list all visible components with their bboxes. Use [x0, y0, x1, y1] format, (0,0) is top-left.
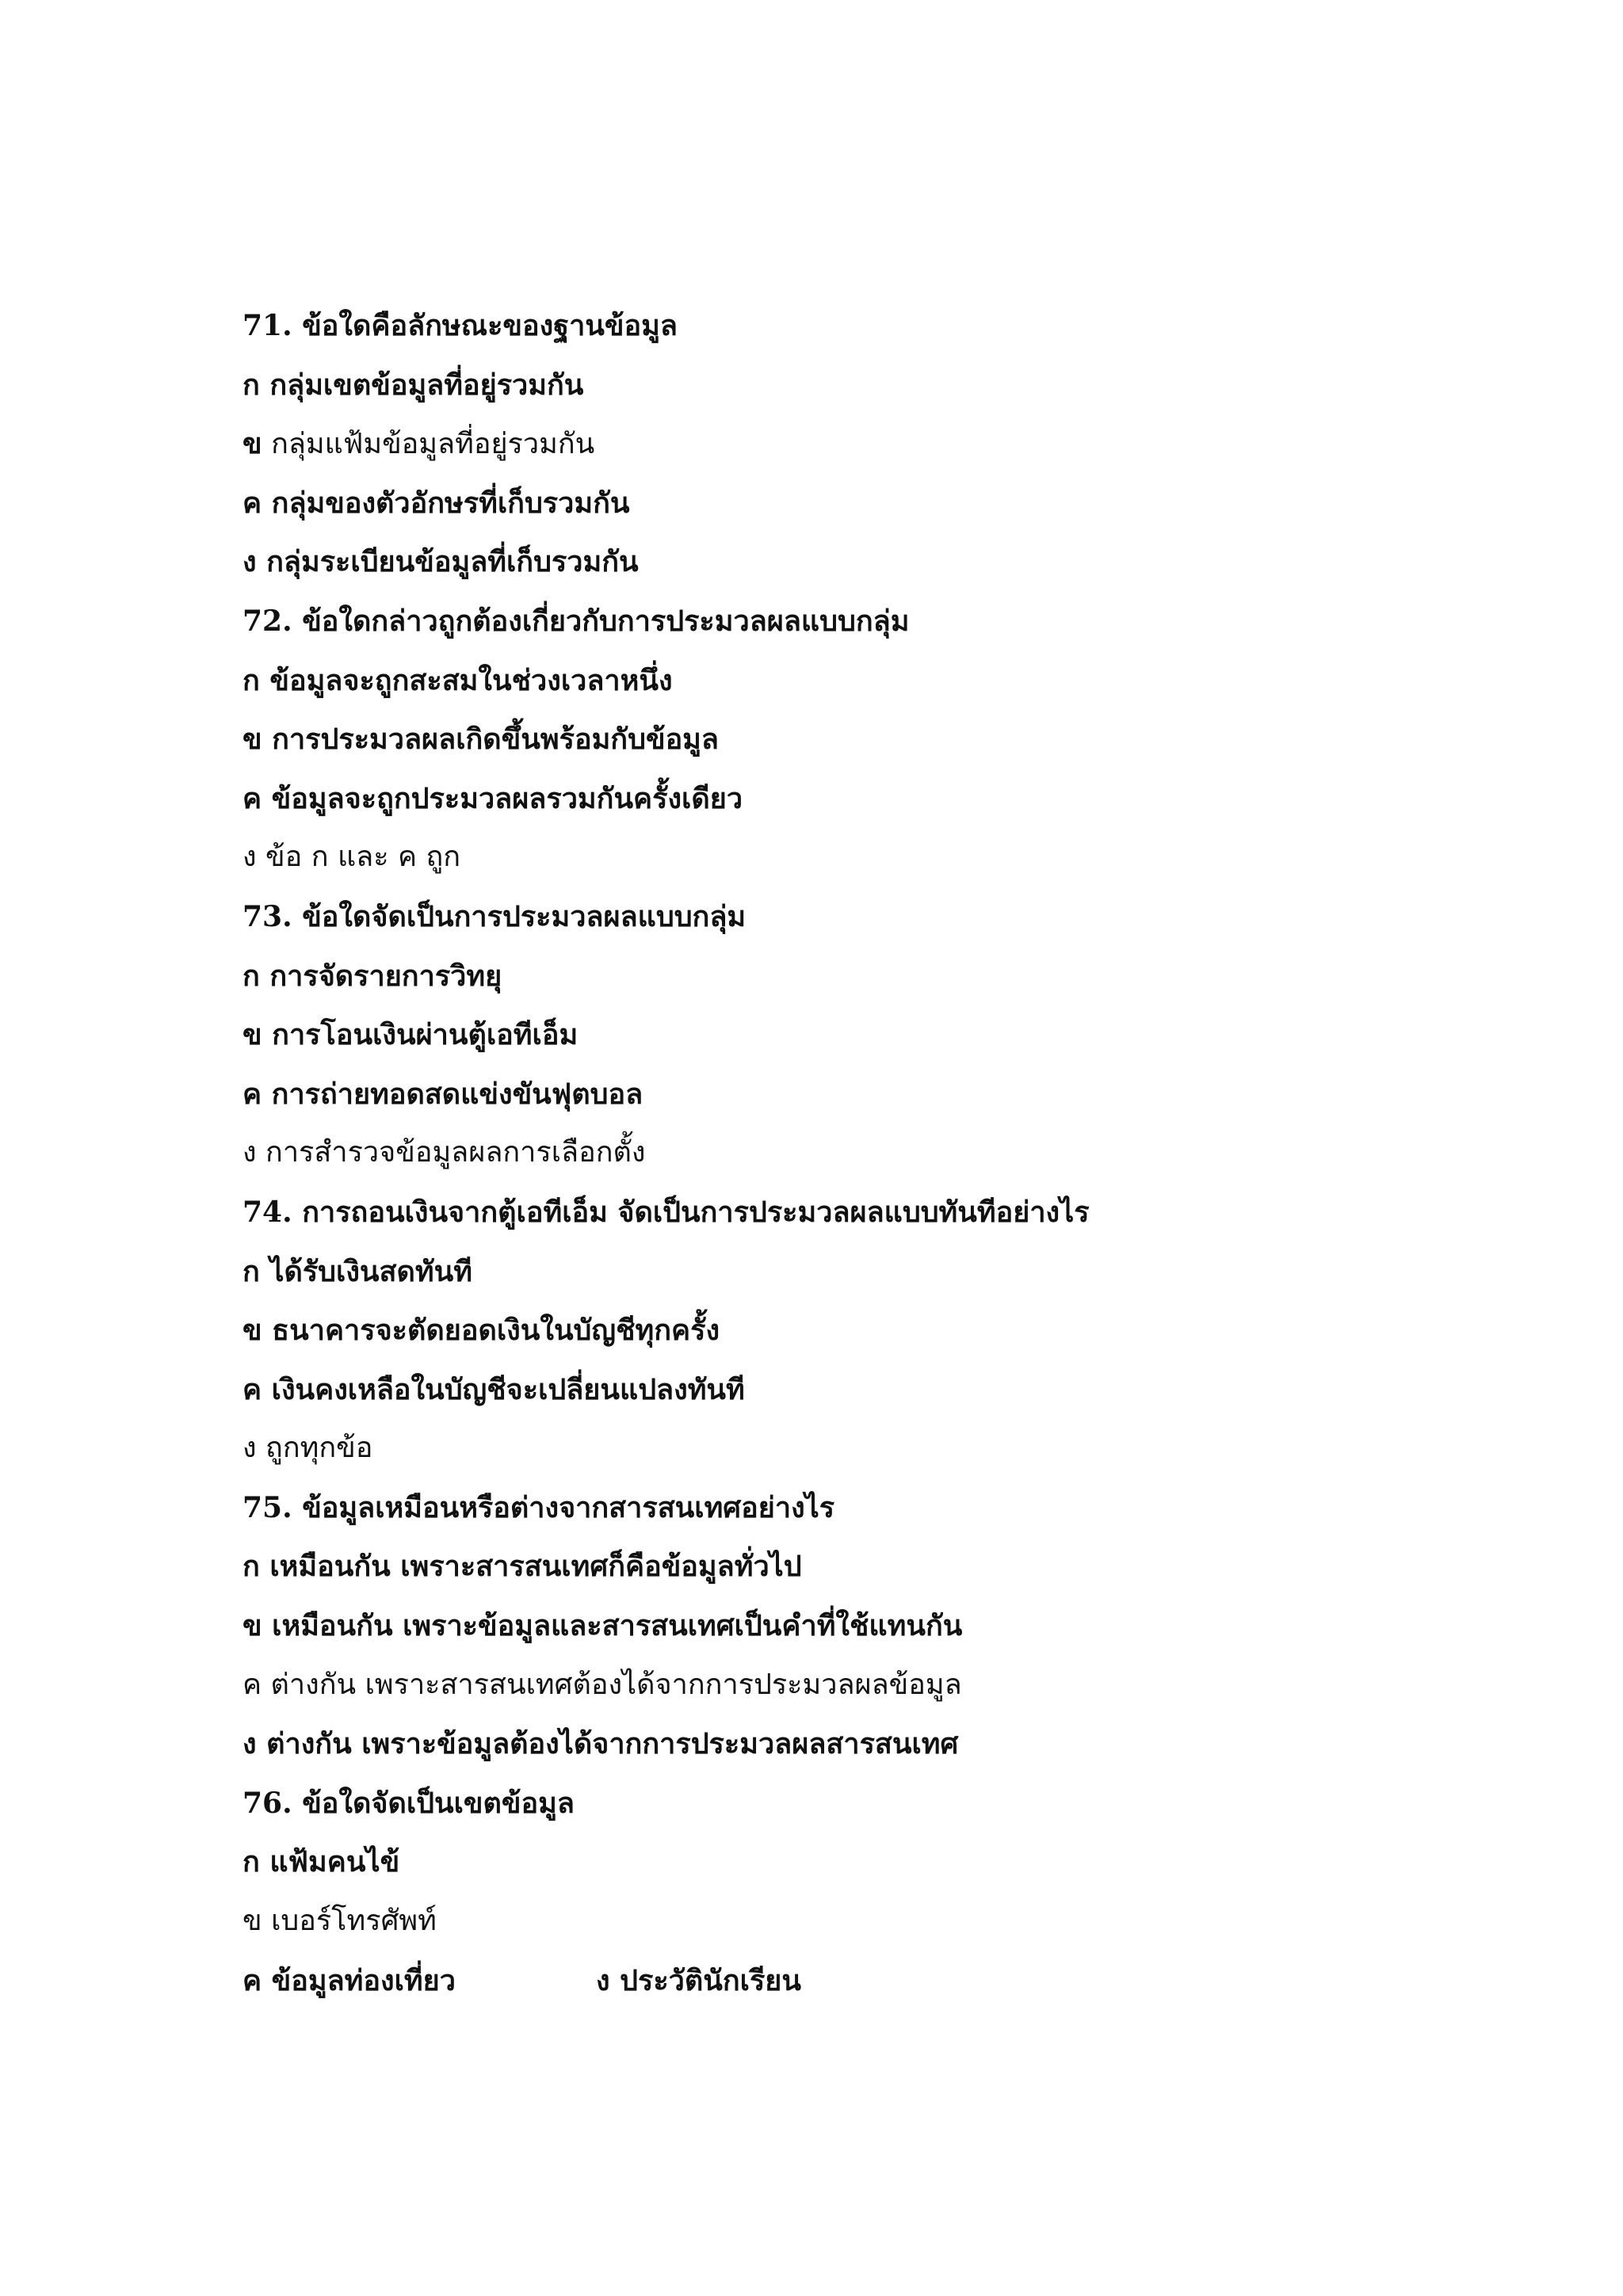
- question-list: [242, 296, 1510, 2010]
- option-72-d: ง ข้อ ก และ ค ถูก: [242, 841, 461, 874]
- option-73-c: ค การถ่ายทอดสดแข่งขันฟุตบอล: [242, 1077, 643, 1111]
- question-73: 73. ข้อใดจัดเป็นการประมวลผลแบบกลุ่ม: [242, 899, 747, 933]
- option-76-c: ค ข้อมูลท่องเที่ยว: [242, 1963, 456, 1997]
- option-71-c: ค กลุ่มของตัวอักษรที่เก็บรวมกัน: [242, 486, 630, 520]
- option-74-c: ค เงินคงเหลือในบัญชีจะเปลี่ยนแปลงทันที: [242, 1372, 745, 1406]
- option-74-a: ก ได้รับเงินสดทันที: [242, 1254, 472, 1288]
- option-76-cd-row: [242, 1951, 1510, 2011]
- option-73-a: ก การจัดรายการวิทยุ: [242, 959, 502, 993]
- option-72-b: ข การประมวลผลเกิดขึ้นพร้อมกับข้อมูล: [242, 723, 719, 757]
- option-75-b: ข เหมือนกัน เพราะข้อมูลและสารสนเทศเป็นคำที่ใช้แทนกัน: [242, 1609, 963, 1643]
- option-76-a: ก แฟ้มคนไข้: [242, 1845, 400, 1879]
- option-71-a: ก กลุ่มเขตข้อมูลที่อยู่รวมกัน: [242, 368, 584, 402]
- question-74: 74. การถอนเงินจากตู้เอทีเอ็ม จัดเป็นการประมวลผลแบบทันทีอย่างไร: [242, 1195, 1090, 1229]
- option-76-d: ง ประวัตินักเรียน: [596, 1963, 801, 1997]
- question-76: 76. ข้อใดจัดเป็นเขตข้อมูล: [242, 1786, 575, 1820]
- option-74-b: ข ธนาคารจะตัดยอดเงินในบัญชีทุกครั้ง: [242, 1314, 720, 1348]
- question-72: 72. ข้อใดกล่าวถูกต้องเกี่ยวกับการประมวลผลแบบกลุ่ม: [242, 604, 910, 638]
- option-72-a: ก ข้อมูลจะถูกสะสมในช่วงเวลาหนึ่ง: [242, 663, 673, 697]
- option-73-b: ข การโอนเงินผ่านตู้เอทีเอ็ม: [242, 1018, 579, 1052]
- option-73-d: ง การสำรวจข้อมูลผลการเลือกตั้ง: [242, 1136, 646, 1169]
- option-75-c: ค ต่างกัน เพราะสารสนเทศต้องได้จากการประมวลผลข้อมูล: [242, 1668, 962, 1701]
- option-74-d: ง ถูกทุกข้อ: [242, 1432, 373, 1465]
- option-75-d: ง ต่างกัน เพราะข้อมูลต้องได้จากการประมวลผลสารสนเทศ: [242, 1727, 959, 1761]
- option-76-b: ข เบอร์โทรศัพท์: [242, 1905, 437, 1938]
- option-71-d: ง กลุ่มระเบียนข้อมูลที่เก็บรวมกัน: [242, 545, 639, 579]
- question-71: 71. ข้อใดคือลักษณะของฐานข้อมูล: [242, 309, 678, 342]
- option-71-b: ข กลุ่มแฟ้มข้อมูลที่อยู่รวมกัน: [242, 427, 595, 461]
- question-75: 75. ข้อมูลเหมือนหรือต่างจากสารสนเทศอย่างไร: [242, 1490, 835, 1524]
- option-72-c: ค ข้อมูลจะถูกประมวลผลรวมกันครั้งเดียว: [242, 781, 743, 815]
- option-75-a: ก เหมือนกัน เพราะสารสนเทศก็คือข้อมูลทั่วไป: [242, 1550, 802, 1584]
